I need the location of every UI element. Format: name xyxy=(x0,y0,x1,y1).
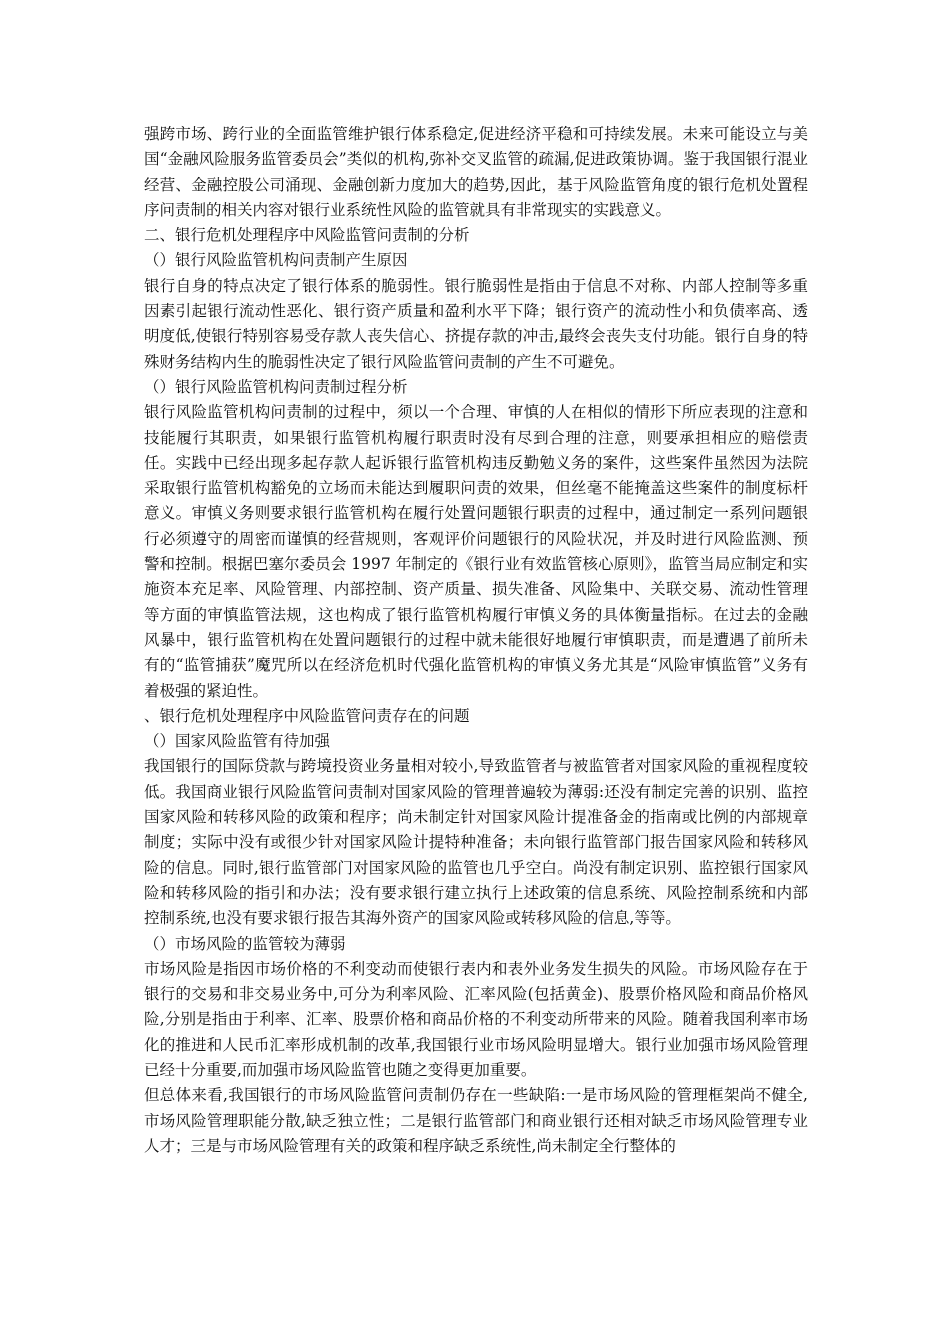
document-body xyxy=(144,122,808,1159)
section-heading-problems: 、银行危机处理程序中风险监管问责存在的问题 xyxy=(144,706,470,725)
paragraph-bank-fragility: 银行自身的特点决定了银行体系的脆弱性。银行脆弱性是指由于信息不对称、内部人控制等多重因素引起银行流动性恶化、银行资产质量和盈利水平下降；银行资产的流动性小和负债率高、透明度低,使银行特别容易受存款人丧失信心、挤提存款的冲击,最终会丧失支付功能。银行自身的特殊财务结构内生的脆弱性决定了银行风险监管问责制的产生不可避免。 xyxy=(144,276,808,371)
subheading-causes: （）银行风险监管机构问责制产生原因 xyxy=(144,251,408,270)
section-heading-analysis: 二、银行危机处理程序中风险监管问责制的分析 xyxy=(144,226,470,245)
paragraph-market-risk-defects: 但总体来看,我国银行的市场风险监管问责制仍存在一些缺陷:一是市场风险的管理框架尚不健全,市场风险管理职能分散,缺乏独立性；二是银行监管部门和商业银行还相对缺乏市场风险管理专业人才；三是与市场风险管理有关的政策和程序缺乏系统性,尚未制定全行整体的 xyxy=(144,1086,808,1155)
subheading-market-risk: （）市场风险的监管较为薄弱 xyxy=(144,934,346,953)
subheading-process-analysis: （）银行风险监管机构问责制过程分析 xyxy=(144,377,408,396)
subheading-country-risk: （）国家风险监管有待加强 xyxy=(144,732,331,751)
paragraph-prudential-duty: 银行风险监管机构问责制的过程中，须以一个合理、审慎的人在相似的情形下所应表现的注意和技能履行其职责，如果银行监管机构履行职责时没有尽到合理的注意，则要承担相应的赔偿责任。实践中已经出现多起存款人起诉银行监管机构违反勤勉义务的案件，这些案件虽然因为法院采取银行监管机构豁免的立场而未能达到履职问责的效果，但丝毫不能掩盖这些案件的制度标杆意义。审慎义务则要求银行监管机构在履行处置问题银行职责的过程中，通过制定一系列问题银行必须遵守的周密而谨慎的经营规则，客观评价问题银行的风险状况，并及时进行风险监测、预警和控制。根据巴塞尔委员会 1997 年制定的《银行业有效监管核心原则》，监管当局应制定和实施资本充足率、风险管理、内部控制、资产质量、损失准备、风险集中、关联交易、流动性管理等方面的审慎监管法规，这也构成了银行监管机构履行审慎义务的具体衡量指标。在过去的金融风暴中，银行监管机构在处置问题银行的过程中就未能很好地履行审慎职责，而是遭遇了前所未有的“监管捕获”魔咒所以在经济危机时代强化监管机构的审慎义务尤其是“风险审慎监管”义务有着极强的紧迫性。 xyxy=(144,403,808,700)
paragraph-intro: 强跨市场、跨行业的全面监管维护银行体系稳定,促进经济平稳和可持续发展。未来可能设立与美国“金融风险服务监管委员会”类似的机构,弥补交叉监管的疏漏,促进政策协调。鉴于我国银行混业经营、金融控股公司涌现、金融创新力度加大的趋势,因此，基于风险监管角度的银行危机处置程序问责制的相关内容对银行业系统性风险的监管就具有非常现实的实践意义。 xyxy=(144,125,808,219)
paragraph-country-risk: 我国银行的国际贷款与跨境投资业务量相对较小,导致监管者与被监管者对国家风险的重视程度较低。我国商业银行风险监管问责制对国家风险的管理普遍较为薄弱:还没有制定完善的识别、监控国家风险和转移风险的政策和程序；尚未制定针对国家风险计提准备金的指南或比例的内部规章制度；实际中没有或很少针对国家风险计提特种准备；未向银行监管部门报告国家风险和转移风险的信息。同时,银行监管部门对国家风险的监管也几乎空白。尚没有制定识别、监控银行国家风险和转移风险的指引和办法；没有要求银行建立执行上述政策的信息系统、风险控制系统和内部控制系统,也没有要求银行报告其海外资产的国家风险或转移风险的信息,等等。 xyxy=(144,757,808,928)
paragraph-market-risk-definition: 市场风险是指因市场价格的不利变动而使银行表内和表外业务发生损失的风险。市场风险存在于银行的交易和非交易业务中,可分为利率风险、汇率风险(包括黄金)、股票价格风险和商品价格风险,分别是指由于利率、汇率、股票价格和商品价格的不利变动所带来的风险。随着我国利率市场化的推进和人民币汇率形成机制的改革,我国银行业市场风险明显增大。银行业加强市场风险管理已经十分重要,而加强市场风险监管也随之变得更加重要。 xyxy=(144,959,808,1079)
